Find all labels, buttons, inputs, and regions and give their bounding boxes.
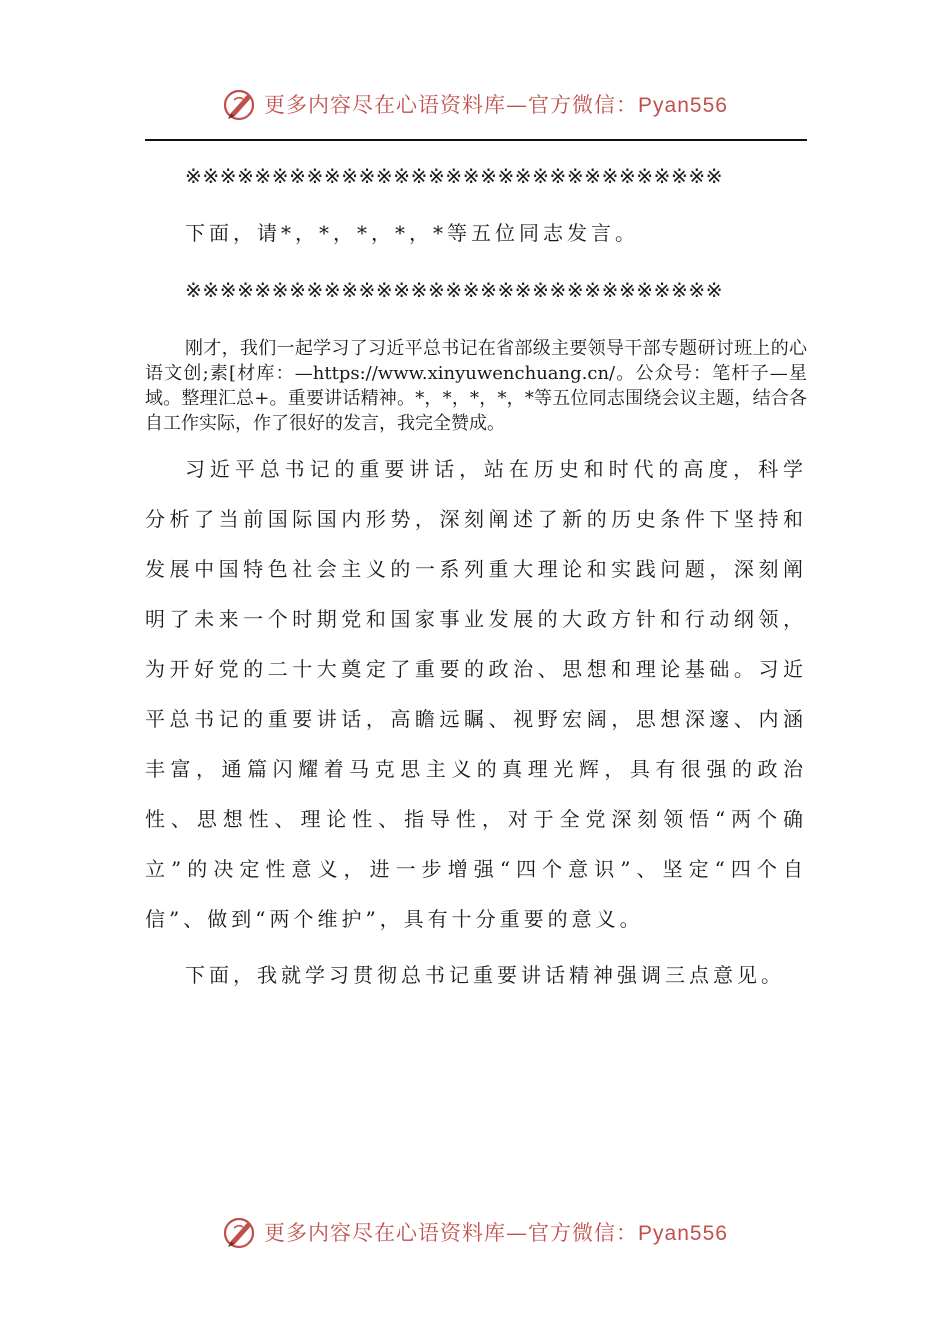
footer-banner-text	[264, 1217, 728, 1247]
footer-wechat-id: Pyan556	[638, 1222, 728, 1245]
header-divider	[145, 139, 807, 141]
symbol-separator-1: ※※※※※※※※※※※※※※※※※※※※※※※※※※※※※※※	[185, 164, 724, 188]
symbol-separator-2: ※※※※※※※※※※※※※※※※※※※※※※※※※※※※※※※	[185, 278, 724, 302]
paragraph-speech-significance: 习近平总书记的重要讲话，站在历史和时代的高度，科学分析了当前国际国内形势，深刻阐述了新的历史条件下坚持和发展中国特色社会主义的一系列重大理论和实践问题，深刻阐明了未来一个时期党和国家事业发展的大政方针和行动纲领，为开好党的二十大奠定了重要的政治、思想和理论基础。习近平总书记的重要讲话，高瞻远瞩、视野宏阔，思想深邃、内涵丰富，通篇闪耀着马克思主义的真理光辉，具有很强的政治性、思想性、理论性、指导性，对于全党深刻领悟“两个确立”的决定性意义，进一步增强“四个意识”、坚定“四个自信”、做到“两个维护”，具有十分重要的意义。	[145, 457, 807, 931]
pen-logo-icon	[222, 86, 258, 122]
document-body	[145, 150, 807, 1000]
header-banner-text	[264, 89, 728, 119]
paragraph-three-points: 下面，我就学习贯彻总书记重要讲话精神强调三点意见。	[185, 963, 785, 987]
header-banner	[0, 84, 950, 124]
pen-logo-icon	[222, 1214, 258, 1250]
header-wechat-id: Pyan556	[638, 94, 728, 117]
footer-banner	[0, 1212, 950, 1252]
paragraph-summary: 刚才，我们一起学习了习近平总书记在省部级主要领导干部专题研讨班上的心语文创;素[材库：—https://www.xinyuwenchuang.cn/。公众号：笔杆子—星域。整理汇总+。重要讲话精神。*，*，*，*，*等五位同志围绕会议主题，结合各自工作实际，作了很好的发言，我完全赞成。	[145, 338, 807, 434]
header-banner-label: 更多内容尽在心语资料库—官方微信：	[264, 93, 639, 117]
footer-banner-label: 更多内容尽在心语资料库—官方微信：	[264, 1221, 639, 1245]
paragraph-speakers: 下面，请*，*，*，*，*等五位同志发言。	[185, 221, 639, 245]
